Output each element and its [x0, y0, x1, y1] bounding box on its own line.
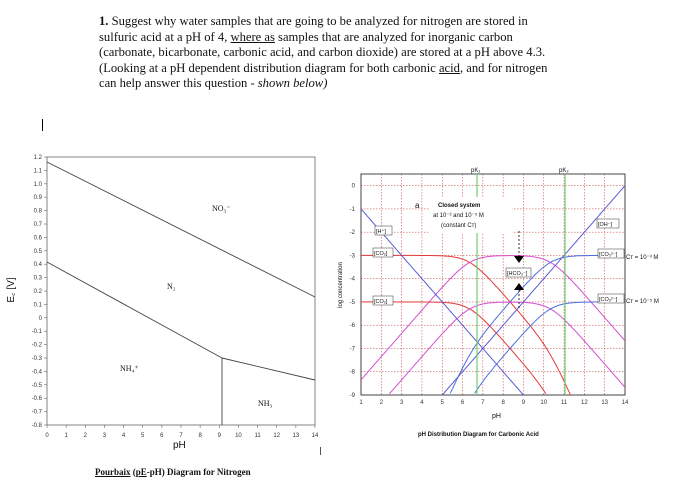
- ct-high-label: Cᴛ = 10⁻³ M: [626, 255, 659, 261]
- label-co2-high: [CO₂]: [374, 251, 388, 257]
- carbonate-y-tick-label: 0: [351, 183, 355, 190]
- carbonate-y-tick-label: -1: [349, 206, 355, 213]
- pourbaix-y-tick-label: -0.5: [31, 382, 42, 389]
- pourbaix-y-tick-label: 0.2: [33, 289, 42, 295]
- carbonate-y-tick-label: -3: [349, 253, 355, 260]
- carbonate-x-ticks: [359, 400, 629, 406]
- pourbaix-x-tick-label: 3: [102, 433, 107, 439]
- box-title: Closed system: [438, 203, 481, 209]
- carbonate-x-tick-label: 1: [359, 400, 363, 406]
- pourbaix-x-tick-label: 5: [141, 433, 145, 439]
- pourbaix-x-tick-label: 0: [45, 433, 49, 439]
- carbonate-x-tick-label: 13: [601, 400, 609, 406]
- question-line-2u: where as: [230, 29, 275, 44]
- pourbaix-x-tick-label: 7: [179, 433, 183, 439]
- pourbaix-x-tick-label: 14: [311, 433, 319, 439]
- pourbaix-y-tick-label: -0.4: [31, 369, 42, 376]
- pourbaix-y-tick-label: 0: [38, 315, 42, 322]
- region-no3: NO₃⁻: [212, 204, 231, 213]
- label-h: [H⁺]: [376, 229, 386, 235]
- pourbaix-x-tick-label: 11: [254, 433, 261, 439]
- question-line-5a: can help answer this question -: [99, 76, 258, 91]
- pourbaix-y-tick-label: 0.5: [33, 248, 42, 255]
- carbonate-x-tick-label: 8: [501, 400, 505, 406]
- ct-low-label: Cᴛ = 10⁻⁵ M: [626, 299, 659, 305]
- pourbaix-x-tick-label: 13: [292, 433, 300, 439]
- carbonate-x-tick-label: 6: [460, 400, 465, 406]
- carbonate-x-tick-label: 3: [399, 400, 404, 406]
- pourbaix-ylabel: E꜀ [V]: [6, 277, 17, 303]
- caption-rest: -pH) Diagram for Nitrogen: [146, 467, 251, 477]
- carbonate-x-tick-label: 2: [379, 400, 383, 406]
- curve-co2: [361, 255, 570, 394]
- carbonate-x-tick-label: 5: [440, 400, 444, 406]
- pourbaix-y-tick-label: -0.8: [31, 423, 42, 429]
- pk2-label: pK₂: [559, 168, 569, 174]
- box-line-3: (constant Cᴛ): [441, 223, 477, 229]
- label-oh: [OH⁻]: [598, 222, 613, 228]
- arrow-up: [514, 256, 524, 263]
- carbonate-ylabel: log concentration: [338, 262, 344, 308]
- carbonate-y-tick-label: -8: [349, 369, 355, 376]
- carbonate-x-tick-label: 11: [560, 400, 568, 406]
- pourbaix-x-tick-label: 4: [121, 433, 126, 439]
- question-line-4a: (Looking at a pH dependent distribution diagram for both carbonic: [99, 60, 439, 75]
- question-number: 1.: [99, 14, 109, 28]
- box-line-2: at 10⁻³ and 10⁻⁵ M: [433, 213, 484, 219]
- pourbaix-y-tick-label: -0.3: [31, 356, 42, 362]
- question-line-2a: sulfuric acid at a pH of 4,: [99, 29, 231, 44]
- carbonate-y-tick-label: -9: [349, 393, 355, 399]
- pourbaix-y-tick-label: 1.1: [33, 168, 42, 175]
- caption-pourbaix-word: Pourbaix: [95, 467, 131, 477]
- pourbaix-y-tick-label: -0.6: [31, 396, 42, 403]
- question-line-5i: shown below): [257, 76, 328, 91]
- carbonate-y-tick-label: -4: [349, 276, 355, 283]
- question-line-4u: acid: [438, 60, 460, 75]
- carbonate-caption: pH Distribution Diagram for Carbonic Acid: [418, 432, 539, 438]
- carbonate-y-tick-label: -7: [349, 346, 355, 353]
- pourbaix-x-tick-label: 6: [160, 433, 164, 439]
- pourbaix-y-tick-label: -0.2: [31, 342, 42, 349]
- curve-hco3: [361, 256, 625, 380]
- region-n2: N₂: [167, 282, 176, 291]
- label-hco3: [HCO₃⁻]: [507, 271, 528, 277]
- arrow-down: [514, 283, 524, 290]
- carbonate-y-tick-label: -6: [349, 323, 355, 330]
- label-co2-low: [CO₂]: [374, 299, 388, 305]
- label-co3-high: [CO₃²⁻]: [599, 252, 618, 258]
- carbonate-x-tick-label: 4: [420, 400, 424, 406]
- region-nh3: NH₃: [258, 399, 273, 408]
- carbonate-xlabel: pH: [492, 413, 501, 420]
- pourbaix-x-tick-label: 1: [64, 433, 68, 439]
- region-nh4: NH₄⁺: [120, 364, 139, 373]
- question-line-1: Suggest why water samples that are going to be analyzed for nitrogen are stored in: [111, 14, 528, 28]
- pourbaix-y-tick-label: 0.3: [33, 275, 42, 282]
- question-line-2b: samples that are analyzed for inorganic carbon: [274, 29, 513, 44]
- pourbaix-x-tick-label: 12: [273, 433, 281, 439]
- pourbaix-y-tick-label: 1.2: [33, 155, 42, 161]
- pourbaix-y-tick-label: 0.1: [33, 302, 42, 309]
- pourbaix-y-tick-label: 0.8: [33, 208, 42, 215]
- pourbaix-y-tick-label: 0.6: [33, 235, 42, 242]
- carbonate-x-tick-label: 12: [581, 400, 588, 406]
- carbonate-y-ticks: [350, 184, 356, 399]
- curve-hco3: [389, 302, 625, 394]
- label-co3-low: [CO₃²⁻]: [599, 297, 618, 303]
- pk1-label: pK₁: [471, 168, 481, 174]
- panel-letter: a: [415, 201, 420, 210]
- carbonate-x-tick-label: 10: [540, 400, 548, 406]
- pourbaix-y-tick-label: 0.4: [33, 262, 42, 269]
- carbonate-x-tick-label: 9: [521, 400, 526, 406]
- pourbaix-y-tick-label: -0.7: [31, 409, 42, 416]
- carbonate-x-tick-label: 7: [481, 400, 485, 406]
- pourbaix-x-tick-label: 2: [83, 433, 87, 439]
- pourbaix-x-tick-label: 8: [198, 433, 202, 439]
- question-line-3: (carbonate, bicarbonate, carbonic acid, and carbon dioxide) are stored at a pH above 4.3.: [99, 45, 546, 60]
- caption-pe-word: pE: [135, 467, 147, 477]
- pourbaix-y-tick-label: 1.0: [33, 181, 42, 188]
- pourbaix-x-tick-label: 9: [217, 433, 221, 439]
- carbonate-y-tick-label: -2: [349, 230, 355, 237]
- pourbaix-y-tick-label: 0.7: [33, 222, 42, 228]
- pourbaix-x-tick-label: 10: [235, 433, 242, 439]
- pourbaix-y-tick-label: -0.1: [31, 329, 42, 336]
- pourbaix-y-tick-label: 0.9: [33, 195, 42, 202]
- pourbaix-xlabel: pH: [173, 440, 186, 451]
- caption-paren: (: [130, 467, 136, 477]
- carbonate-y-tick-label: -5: [349, 299, 355, 306]
- question-line-4b: , and for nitrogen: [459, 60, 548, 75]
- carbonate-x-tick-label: 14: [621, 400, 629, 406]
